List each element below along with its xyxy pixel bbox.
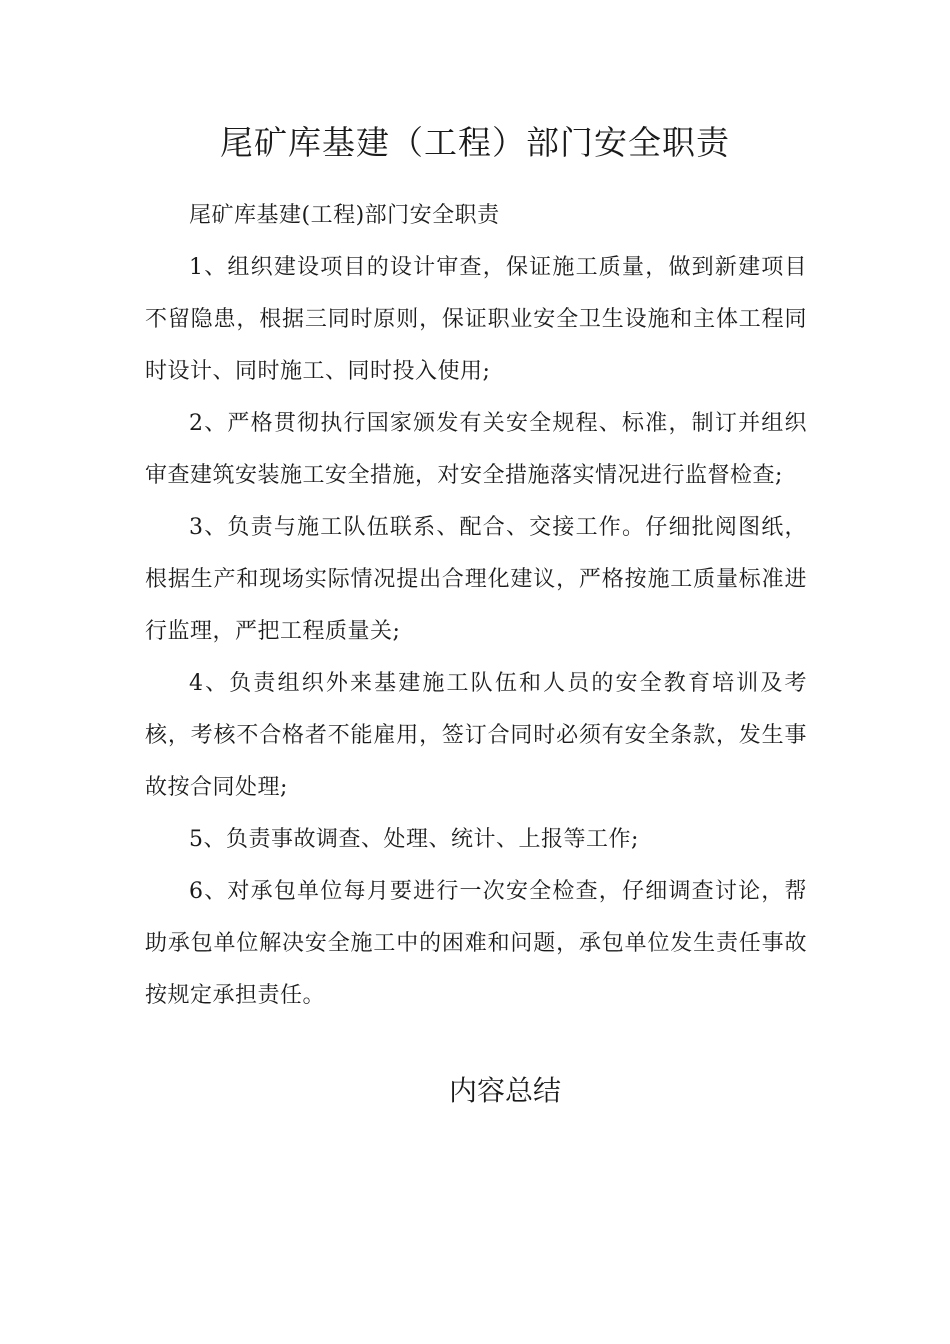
paragraph-item-1: 1、组织建设项目的设计审查，保证施工质量，做到新建项目不留隐患，根据三同时原则，保证职业安全卫生设施和主体工程同时设计、同时施工、同时投入使用; <box>145 255 807 384</box>
paragraph-item-2: 2、严格贯彻执行国家颁发有关安全规程、标准，制订并组织审查建筑安装施工安全措施，对安全措施落实情况进行监督检查; <box>145 411 807 488</box>
document-body <box>145 190 807 1022</box>
summary-heading: 内容总结 <box>448 1074 561 1107</box>
paragraph-item-3: 3、负责与施工队伍联系、配合、交接工作。仔细批阅图纸，根据生产和现场实际情况提出合理化建议，严格按施工质量标准进行监理，严把工程质量关; <box>145 515 807 644</box>
paragraph-subtitle: 尾矿库基建(工程)部门安全职责 <box>189 203 500 228</box>
document-title: 尾矿库基建（工程）部门安全职责 <box>220 123 730 162</box>
paragraph-item-5: 5、负责事故调查、处理、统计、上报等工作; <box>189 827 639 852</box>
paragraph-item-6: 6、对承包单位每月要进行一次安全检查，仔细调查讨论，帮助承包单位解决安全施工中的困难和问题，承包单位发生责任事故按规定承担责任。 <box>145 879 807 1008</box>
paragraph-item-4: 4、负责组织外来基建施工队伍和人员的安全教育培训及考核，考核不合格者不能雇用，签订合同时必须有安全条款，发生事故按合同处理; <box>145 671 807 800</box>
